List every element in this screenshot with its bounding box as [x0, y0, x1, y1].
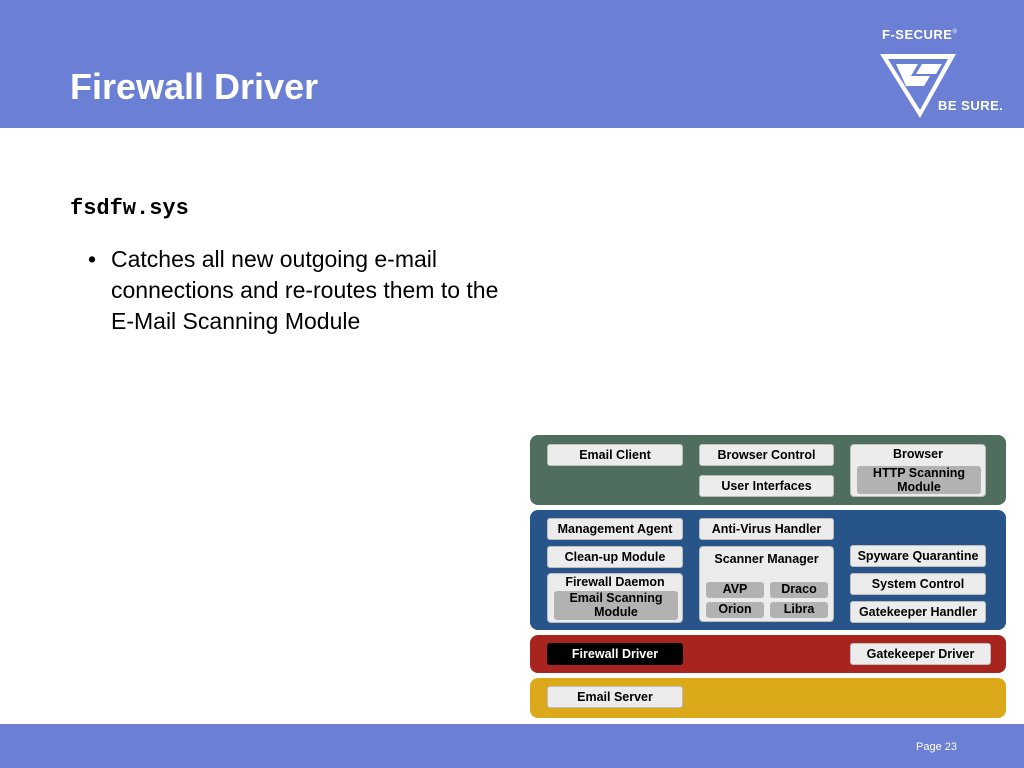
page-number: Page 23: [916, 741, 957, 753]
gatekeeper-driver-box: Gatekeeper Driver: [850, 643, 991, 665]
browser-control-box: Browser Control: [699, 444, 834, 466]
scanner-manager-label: Scanner Manager: [714, 552, 819, 566]
bullet-dot-icon: •: [88, 246, 97, 272]
email-scanning-module-box: Email Scanning Module: [554, 591, 678, 620]
system-control-box: System Control: [850, 573, 986, 595]
bullet-text: Catches all new outgoing e-mail connections and re-routes them to the E-Mail Scanning Module: [111, 246, 499, 334]
firewall-daemon-label: Firewall Daemon: [565, 575, 665, 589]
slide-title: Firewall Driver: [70, 66, 319, 107]
libra-engine-box: Libra: [770, 602, 828, 618]
antivirus-handler-box: Anti-Virus Handler: [699, 518, 834, 540]
browser-label: Browser: [892, 447, 944, 461]
email-server-box: Email Server: [547, 686, 683, 708]
slide-footer: [0, 724, 1024, 768]
gatekeeper-handler-box: Gatekeeper Handler: [850, 601, 986, 623]
scanner-manager-panel: [699, 546, 834, 622]
logo-tagline: BE SURE.: [938, 98, 1004, 113]
http-scanning-module-box: HTTP Scanning Module: [857, 466, 981, 494]
slide-header: [0, 0, 1024, 128]
orion-engine-box: Orion: [706, 602, 764, 618]
module-filename: fsdfw.sys: [70, 196, 189, 221]
f-secure-logo: [878, 24, 1018, 120]
management-agent-box: Management Agent: [547, 518, 683, 540]
browser-panel: [850, 444, 986, 497]
firewall-daemon-panel: [547, 573, 683, 623]
draco-engine-box: Draco: [770, 582, 828, 598]
spyware-quarantine-box: Spyware Quarantine: [850, 545, 986, 567]
email-client-box: Email Client: [547, 444, 683, 466]
user-interfaces-box: User Interfaces: [699, 475, 834, 497]
logo-brand-text: F-SECURE®: [882, 27, 958, 42]
avp-engine-box: AVP: [706, 582, 764, 598]
firewall-driver-box: Firewall Driver: [547, 643, 683, 665]
cleanup-module-box: Clean-up Module: [547, 546, 683, 568]
